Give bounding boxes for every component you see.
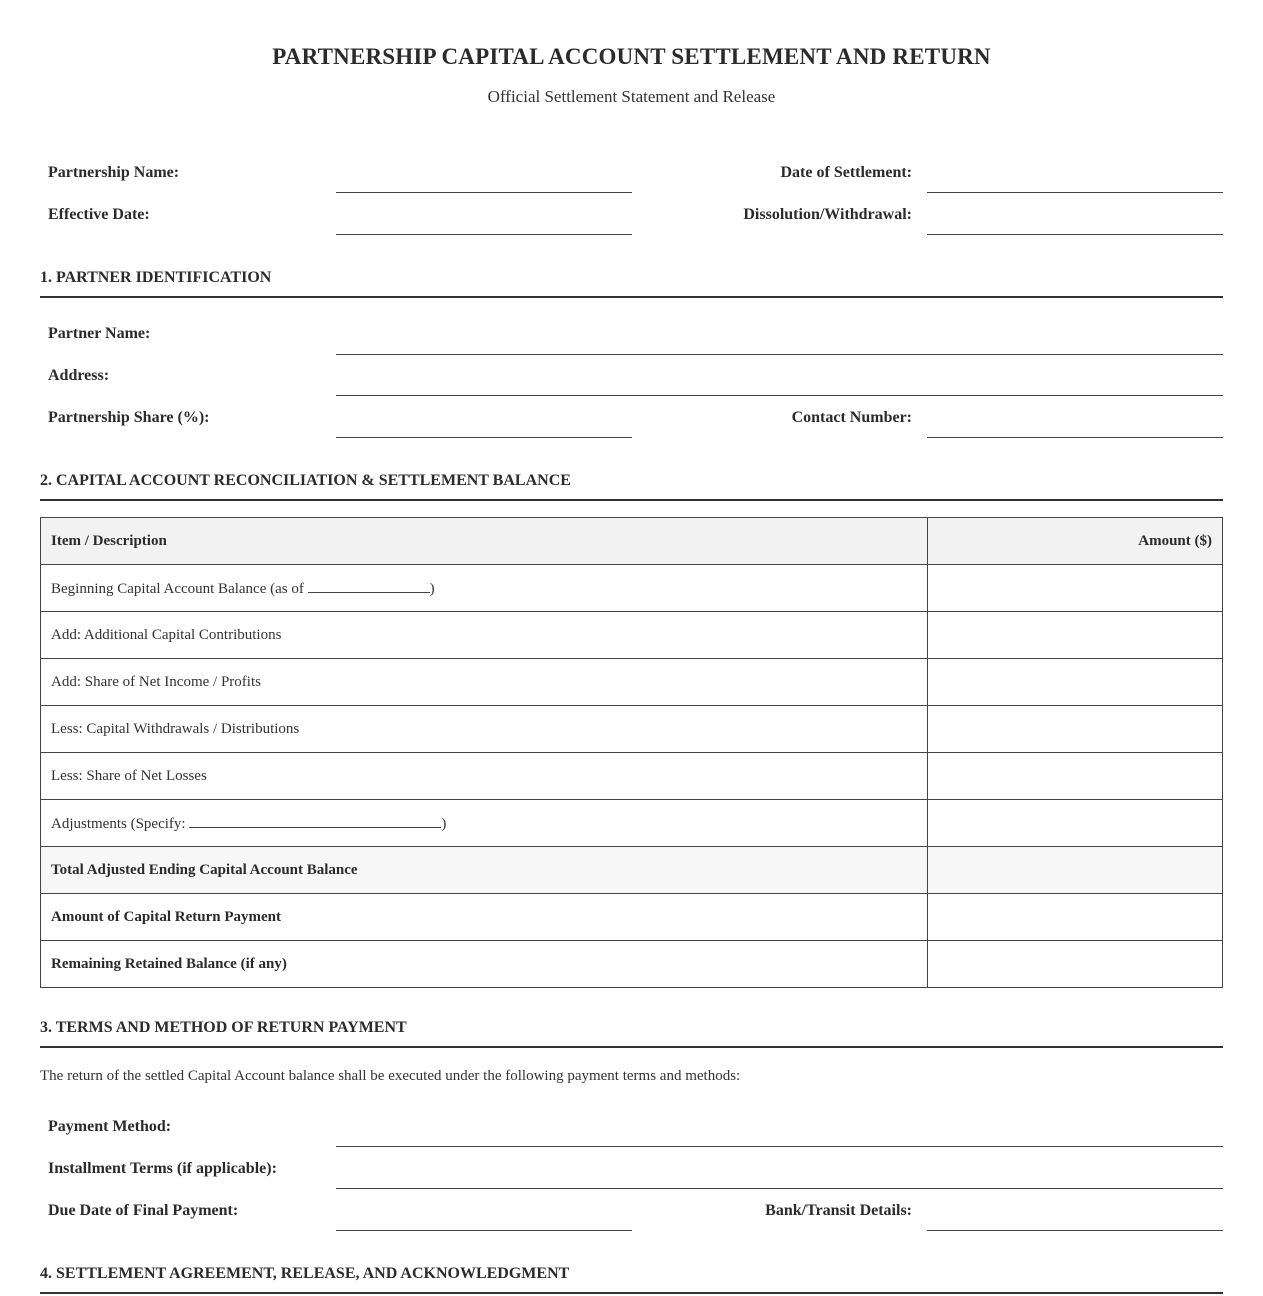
- table-row: [41, 941, 1223, 988]
- row-net-losses: Less: Share of Net Losses: [41, 753, 928, 800]
- amount-cell[interactable]: [928, 753, 1223, 800]
- amount-cell[interactable]: [928, 800, 1223, 847]
- section-1-heading: 1. PARTNER IDENTIFICATION: [40, 269, 1223, 298]
- row-label-close: ): [441, 816, 447, 832]
- installment-terms-field[interactable]: [336, 1188, 1223, 1189]
- amount-cell[interactable]: [928, 894, 1223, 941]
- amount-cell[interactable]: [928, 659, 1223, 706]
- address-label: Address:: [48, 367, 110, 384]
- due-date-label: Due Date of Final Payment:: [48, 1202, 239, 1219]
- amount-cell[interactable]: [928, 941, 1223, 988]
- date-of-settlement-label: Date of Settlement:: [780, 164, 912, 181]
- address-field[interactable]: [336, 395, 1223, 396]
- row-label: Beginning Capital Account Balance (as of: [51, 581, 308, 597]
- partner-name-field[interactable]: [336, 354, 1223, 355]
- document-subtitle: Official Settlement Statement and Release: [487, 87, 776, 106]
- row-adjustments: [41, 800, 928, 847]
- amount-cell[interactable]: [928, 565, 1223, 612]
- row-capital-return-payment: Amount of Capital Return Payment: [41, 894, 928, 941]
- row-total-adjusted-balance: Total Adjusted Ending Capital Account Balance: [41, 847, 928, 894]
- table-header-row: [41, 518, 1223, 565]
- contact-number-field[interactable]: [927, 437, 1223, 438]
- row-remaining-retained-balance: Remaining Retained Balance (if any): [41, 941, 928, 988]
- effective-date-field[interactable]: [336, 234, 632, 235]
- row-beginning-balance: [41, 565, 928, 612]
- dissolution-withdrawal-field[interactable]: [927, 234, 1223, 235]
- partner-name-label: Partner Name:: [48, 325, 151, 342]
- row-capital-withdrawals: Less: Capital Withdrawals / Distributions: [41, 706, 928, 753]
- row-label: Adjustments (Specify:: [51, 816, 190, 832]
- effective-date-label: Effective Date:: [48, 206, 150, 223]
- section-4-heading: 4. SETTLEMENT AGREEMENT, RELEASE, AND ACKNOWLEDGMENT: [40, 1265, 1223, 1294]
- amount-cell[interactable]: [928, 612, 1223, 659]
- due-date-field[interactable]: [336, 1230, 632, 1231]
- table-row: [41, 659, 1223, 706]
- row-net-income: Add: Share of Net Income / Profits: [41, 659, 928, 706]
- table-row: [41, 565, 1223, 612]
- row-label-close: ): [429, 581, 435, 597]
- partnership-name-label: Partnership Name:: [48, 164, 180, 181]
- reconciliation-table: [40, 517, 1223, 988]
- col-item-header: Item / Description: [41, 518, 928, 565]
- section-3-intro: The return of the settled Capital Account balance shall be executed under the following payment terms and methods:: [40, 1068, 741, 1084]
- amount-cell[interactable]: [928, 706, 1223, 753]
- col-amount-header: Amount ($): [928, 518, 1223, 565]
- partnership-share-field[interactable]: [336, 437, 632, 438]
- table-row: [41, 612, 1223, 659]
- amount-cell[interactable]: [928, 847, 1223, 894]
- installment-terms-label: Installment Terms (if applicable):: [48, 1160, 277, 1177]
- contact-number-label: Contact Number:: [791, 409, 912, 426]
- row-additional-contributions: Add: Additional Capital Contributions: [41, 612, 928, 659]
- table-row: [41, 800, 1223, 847]
- dissolution-withdrawal-label: Dissolution/Withdrawal:: [743, 206, 912, 223]
- document-title: PARTNERSHIP CAPITAL ACCOUNT SETTLEMENT AND RETURN: [272, 44, 991, 69]
- adjustments-specify-field[interactable]: [189, 813, 441, 828]
- payment-method-label: Payment Method:: [48, 1118, 172, 1135]
- table-row: [41, 847, 1223, 894]
- date-of-settlement-field[interactable]: [927, 192, 1223, 193]
- bank-details-label: Bank/Transit Details:: [765, 1202, 912, 1219]
- table-row: [41, 753, 1223, 800]
- table-row: [41, 706, 1223, 753]
- payment-method-field[interactable]: [336, 1146, 1223, 1147]
- partnership-share-label: Partnership Share (%):: [48, 409, 210, 426]
- section-2-heading: 2. CAPITAL ACCOUNT RECONCILIATION & SETTLEMENT BALANCE: [40, 472, 1223, 501]
- as-of-date-field[interactable]: [308, 578, 430, 593]
- table-row: [41, 894, 1223, 941]
- bank-details-field[interactable]: [927, 1230, 1223, 1231]
- partnership-name-field[interactable]: [336, 192, 632, 193]
- section-3-heading: 3. TERMS AND METHOD OF RETURN PAYMENT: [40, 1019, 1223, 1048]
